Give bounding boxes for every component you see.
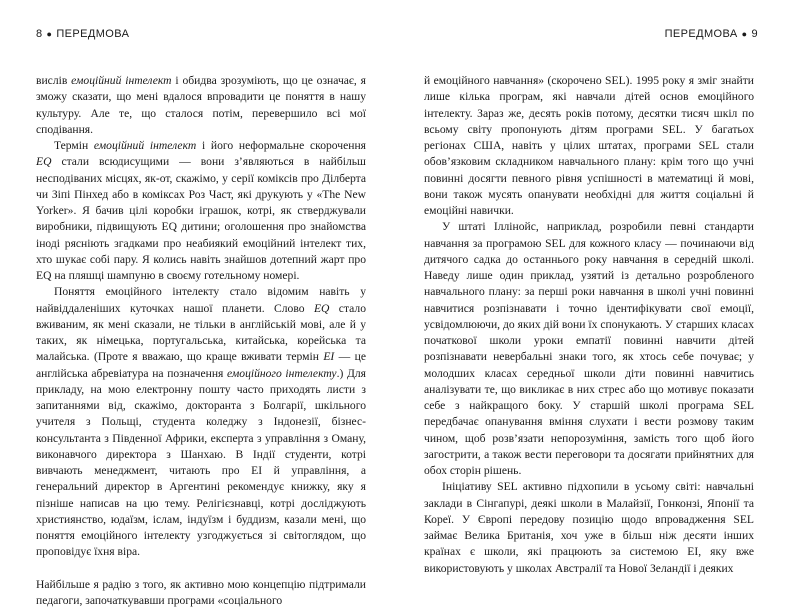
right-page-body — [424, 73, 754, 577]
text-run: Поняття емоційного інтелекту стало відомим навіть у найвіддаленіших куточках нашої планети. Слово — [36, 285, 366, 314]
text-run: вислів — [36, 74, 71, 87]
left-paragraph — [36, 138, 366, 284]
text-run: і обидва зрозуміють, що це означає, я зможу сказати, що мені вдалося впровадити це поняття в нашу культуру. Але те, що сталося потім, перевершило всі мої сподівання. — [36, 74, 366, 136]
right-running-header — [665, 28, 758, 40]
right-paragraph — [424, 219, 754, 479]
text-run: і його неформальне скорочення — [196, 139, 366, 152]
text-run: й емоційного навчання» (скорочено SEL). 1995 року я зміг знайти лише кілька програм, які навчали дітей основ емоційного інтелекту. Зараз же, десять років потому, десятки тисяч шкіл по всьому світу пропонують дітям програми SEL. У багатьох регіонах США, навіть у цілих штатах, програми SEL стали обов’язковим складником навчального плану: крім того що учні повинні досягти певного рівня успішності в математиці й мові, вони також мусять опанувати необхідні для життя соціальні й емоційні навички. — [424, 74, 754, 217]
left-paragraph — [36, 577, 366, 609]
left-section-title: ПЕРЕДМОВА — [56, 28, 129, 40]
text-run: стало вживаним, як мені сказали, не тільки в англійській мові, але й у таких, як німецька, португальська, китайська, корейська та малайська. (Проте я вважаю, що краще вживати термін — [36, 302, 366, 364]
text-run: Ініціативу SEL активно підхопили в усьому світі: навчальні заклади в Сінгапурі, деякі школи в Малайзії, Гонконзі, Японії та Кореї. У Європі передову позицію щодо впровадження SEL займає Велика Британія, хоч уже в більш ніж десяти інших країнах є школи, які працюють за системою ЕІ, яку вже використовують у школах Австралії та Нової Зеландії і деяких — [424, 480, 754, 574]
left-paragraph — [36, 284, 366, 560]
text-run: стали всюдисущими — вони з’являються в найбільш несподіваних місцях, як-от, скажімо, у серії коміксів про Ділберта чи Зіпі Пінхед або в коміксах Роз Част, які друкують у «The New Yorker». Я бачив цілі коробки іграшок, котрі, як стверджували виробники, підвищують EQ дитини; оголошення про знайомства іноді рясніють згадками про неабиякий емоційний інтелект тих, хто шукає собі пару. Я колись навіть знайшов дотепний жарт про EQ на пляшці шампуню в своєму готельному номері. — [36, 155, 366, 282]
right-paragraph — [424, 73, 754, 219]
right-page — [424, 0, 754, 550]
right-section-title: ПЕРЕДМОВА — [665, 28, 738, 40]
italic-term: EI — [323, 350, 334, 363]
text-run: Найбільше я радію з того, як активно мою концепцію підтримали педагоги, започаткувавши програми «соціального — [36, 578, 366, 607]
text-run: — це англійська абревіатура на позначення — [36, 350, 366, 379]
left-page-number: 8 — [36, 28, 43, 40]
right-paragraph — [424, 479, 754, 577]
left-paragraph — [36, 73, 366, 138]
text-run: У штаті Іллінойс, наприклад, розробили певні стандарти навчання за програмою SEL для кожного класу — починаючи від дитячого садка до останнього року навчання в середній школі. Наведу лише один приклад, узятий із детально розробленого навчального плану: за перші роки навчання в школі учні повинні навчитися розпізнавати і точно ідентифікувати свої емоції, усвідомлюючи, до яких дій вони їх спонукають. У старших класах початкової школи уроки емпатії повинні навчити дітей розпізнавати невербальні знаки того, як хтось себе почуває; у молодших класах середньої школи діти повинні навчитись аналізувати те, що викликає в них стрес або що мотивує показати себе з найкращого боку. У старшій школі програма SEL передбачає опанування вміння слухати і вести розмову таким чином, щоб розв’язати непорозуміння, замість того щоб його загострити, а також вести переговори та досягати прийнятних для обох сторін рішень. — [424, 220, 754, 477]
italic-term: емоційний інтелект — [94, 139, 196, 152]
text-run: Термін — [54, 139, 94, 152]
left-running-header — [36, 28, 129, 40]
italic-term: EQ — [314, 302, 329, 315]
italic-term: емоційного інтелекту — [227, 367, 337, 380]
text-run: .) Для прикладу, на мою електронну пошту часто приходять листи з запитаннями від, скажімо, докторанта з Болгарії, шкільного учителя з Польщі, студента коледжу з Індонезії, бізнес-консультанта з Південної Африки, експерта з управління з Оману, виконавчого директора з Шанхаю. В Індії студенти, котрі вивчають менеджмент, читають про ЕІ й управління, а генеральний директор в Аргентині рекомендує книжку, яку я пізніше написав на цю тему. Релігієзнавці, котрі досліджують християнство, юдаїзм, іслам, індуїзм і буддизм, казали мені, що поняття емоційного інтелекту узгоджується зі світоглядом, що проповідує їхня віра. — [36, 367, 366, 559]
italic-term: емоційний інтелект — [71, 74, 171, 87]
left-page-body — [36, 73, 366, 609]
left-page — [36, 0, 366, 550]
right-page-number: 9 — [751, 28, 758, 40]
italic-term: EQ — [36, 155, 51, 168]
header-bullet: ● — [742, 29, 748, 39]
header-bullet: ● — [47, 29, 53, 39]
